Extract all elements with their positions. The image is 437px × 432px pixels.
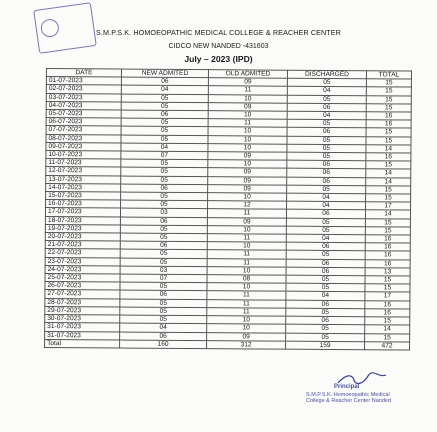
cell-new-admited: 05 [121,192,208,201]
cell-date: 15-07-2023 [46,192,121,201]
cell-discharged: 05 [287,185,366,194]
cell-discharged: 05 [287,95,366,104]
cell-discharged: 06 [287,177,366,186]
cell-new-admited: 05 [120,225,207,234]
cell-date: 03-07-2023 [46,93,121,102]
cell-total: 14 [366,169,411,178]
cell-discharged: 06 [287,128,366,137]
cell-date: 30-07-2023 [45,315,120,324]
col-header-old-admited: OLD ADMITED [208,70,287,79]
cell-old-admited: 09 [208,168,287,177]
cell-discharged: 06 [286,300,365,309]
total-total: 472 [365,341,410,350]
cell-date: 16-07-2023 [46,200,121,209]
cell-new-admited: 05 [120,315,207,324]
cell-date: 24-07-2023 [45,265,120,274]
cell-total: 15 [366,194,411,203]
cell-old-admited: 10 [207,225,286,234]
cell-total: 15 [366,128,411,137]
cell-discharged: 05 [287,152,366,161]
signature-line-1: S.M.P.S.K. Homoeopathic Medical [306,392,390,398]
cell-date: 20-07-2023 [45,233,120,242]
cell-total: 15 [365,284,410,293]
cell-total: 15 [365,317,410,326]
cell-date: 06-07-2023 [46,118,121,127]
cell-new-admited: 06 [120,241,207,250]
cell-total: 15 [366,186,411,195]
cell-total: 15 [366,87,411,96]
cell-old-admited: 11 [208,119,287,128]
cell-total: 16 [366,120,411,129]
cell-date: 31-07-2023 [45,331,120,340]
cell-date: 10-07-2023 [46,151,121,160]
cell-total: 14 [365,210,410,219]
cell-new-admited: 05 [120,282,207,291]
cell-old-admited: 11 [207,234,286,243]
cell-discharged: 05 [287,144,366,153]
cell-total: 16 [365,259,410,268]
cell-old-admited: 10 [207,324,286,333]
cell-discharged: 06 [286,267,365,276]
cell-discharged: 04 [287,111,366,120]
col-header-date: DATE [46,69,121,78]
cell-discharged: 04 [287,193,366,202]
col-header-new-admited: NEW ADMITED [121,69,208,78]
cell-total: 15 [365,276,410,285]
cell-total: 16 [365,251,410,260]
cell-new-admited: 05 [121,200,208,209]
cell-old-admited: 10 [208,143,287,152]
cell-date: 07-07-2023 [46,126,121,135]
institution-name: S.M.P.S.K. HOMOEOPATHIC MEDICAL COLLEGE & REACHER CENTER [96,28,341,37]
cell-date: 08-07-2023 [46,134,121,143]
cell-discharged: 04 [286,234,365,243]
cell-new-admited: 05 [120,299,207,308]
cell-new-admited: 06 [121,77,208,86]
cell-new-admited: 04 [120,323,207,332]
cell-old-admited: 11 [207,209,286,218]
ipd-register-table [44,68,412,350]
cell-new-admited: 07 [121,151,208,160]
cell-discharged: 05 [287,119,366,128]
cell-discharged: 05 [286,251,365,260]
cell-discharged: 06 [287,169,366,178]
cell-date: 13-07-2023 [46,175,121,184]
cell-new-admited: 03 [120,208,207,217]
cell-discharged: 05 [286,324,365,333]
report-period: July – 2023 (IPD) [184,54,253,64]
cell-total: 13 [365,268,410,277]
cell-new-admited: 05 [121,94,208,103]
cell-total: 16 [366,153,411,162]
cell-new-admited: 05 [120,233,207,242]
cell-discharged: 05 [286,308,365,317]
cell-total: 16 [365,300,410,309]
total-row [45,339,410,350]
cell-date: 29-07-2023 [45,306,120,315]
cell-new-admited: 05 [121,126,208,135]
signature-title: Principal [334,384,360,390]
cell-discharged: 05 [286,218,365,227]
cell-total: 14 [365,325,410,334]
cell-total: 15 [366,79,411,88]
cell-old-admited: 10 [207,283,286,292]
principal-signature-stamp [306,372,412,404]
cell-new-admited: 05 [120,258,207,267]
cell-discharged: 04 [287,87,366,96]
cell-old-admited: 10 [208,127,287,136]
cell-old-admited: 09 [208,102,287,111]
cell-discharged: 06 [286,259,365,268]
cell-old-admited: 09 [207,217,286,226]
cell-new-admited: 04 [121,85,208,94]
signature-line-2: College & Reacher Center Nanded [306,398,391,404]
cell-new-admited: 03 [120,266,207,275]
cell-old-admited: 10 [208,111,287,120]
cell-old-admited: 10 [207,242,286,251]
cell-total: 14 [366,145,411,154]
cell-date: 19-07-2023 [45,224,120,233]
cell-old-admited: 09 [208,176,287,185]
cell-discharged: 06 [287,103,366,112]
cell-total: 14 [366,177,411,186]
cell-total: 15 [366,95,411,104]
cell-new-admited: 05 [121,118,208,127]
cell-discharged: 05 [286,275,365,284]
cell-new-admited: 05 [121,159,208,168]
cell-new-admited: 05 [121,176,208,185]
total-label: Total [45,339,120,348]
cell-new-admited: 07 [120,274,207,283]
table-body [45,77,412,342]
institution-address: CIDCO NEW NANDED -431603 [168,43,269,50]
cell-date: 22-07-2023 [45,249,120,258]
cell-discharged: 06 [286,242,365,251]
cell-old-admited: 11 [207,250,286,259]
cell-old-admited: 11 [207,299,286,308]
cell-date: 09-07-2023 [46,142,121,151]
total-discharged: 159 [286,341,365,350]
cell-date: 14-07-2023 [46,183,121,192]
cell-date: 18-07-2023 [45,216,120,225]
cell-date: 02-07-2023 [46,85,121,94]
cell-old-admited: 11 [207,291,286,300]
cell-new-admited: 05 [121,102,208,111]
cell-old-admited: 10 [207,316,286,325]
cell-new-admited: 05 [121,135,208,144]
cell-date: 12-07-2023 [46,167,121,176]
cell-date: 04-07-2023 [46,101,121,110]
cell-date: 05-07-2023 [46,110,121,119]
cell-old-admited: 09 [207,332,286,341]
cell-new-admited: 06 [120,332,207,341]
cell-discharged: 05 [286,283,365,292]
cell-old-admited: 10 [208,94,287,103]
cell-old-admited: 10 [208,193,287,202]
cell-total: 15 [366,136,411,145]
cell-total: 17 [365,292,410,301]
cell-date: 31-07-2023 [45,323,120,332]
cell-discharged: 04 [287,201,366,210]
cell-total: 16 [365,235,410,244]
cell-new-admited: 05 [121,167,208,176]
cell-new-admited: 04 [121,143,208,152]
cell-date: 26-07-2023 [45,282,120,291]
col-header-total: TOTAL [366,71,411,80]
cell-new-admited: 06 [120,217,207,226]
cell-old-admited: 10 [208,135,287,144]
cell-date: 01-07-2023 [46,77,121,86]
cell-old-admited: 09 [208,184,287,193]
cell-discharged: 05 [286,226,365,235]
cell-new-admited: 06 [121,184,208,193]
cell-total: 15 [365,333,410,342]
cell-old-admited: 10 [208,160,287,169]
cell-discharged: 06 [287,160,366,169]
cell-old-admited: 10 [207,267,286,276]
cell-date: 21-07-2023 [45,241,120,250]
cell-old-admited: 11 [208,86,287,95]
cell-old-admited: 09 [208,78,287,87]
cell-total: 15 [366,104,411,113]
cell-date: 27-07-2023 [45,290,120,299]
cell-old-admited: 11 [207,258,286,267]
cell-total: 16 [366,112,411,121]
cell-date: 28-07-2023 [45,298,120,307]
cell-discharged: 06 [286,210,365,219]
cell-old-admited: 12 [208,201,287,210]
total-new: 160 [120,340,207,349]
cell-total: 16 [365,309,410,318]
cell-discharged: 06 [286,316,365,325]
cell-discharged: 05 [287,78,366,87]
cell-discharged: 05 [286,333,365,342]
cell-date: 17-07-2023 [45,208,120,217]
cell-new-admited: 06 [121,110,208,119]
cell-total: 15 [366,161,411,170]
cell-total: 15 [365,227,410,236]
cell-discharged: 04 [286,292,365,301]
col-header-discharged: DISCHARGED [287,70,366,79]
cell-total: 16 [365,243,410,252]
cell-date: 25-07-2023 [45,274,120,283]
total-old: 312 [207,340,286,349]
cell-new-admited: 06 [120,291,207,300]
cell-date: 23-07-2023 [45,257,120,266]
cell-new-admited: 05 [120,249,207,258]
cell-new-admited: 05 [120,307,207,316]
cell-old-admited: 09 [208,152,287,161]
cell-total: 15 [365,218,410,227]
cell-date: 11-07-2023 [46,159,121,168]
cell-total: 17 [366,202,411,211]
cell-old-admited: 08 [207,275,286,284]
cell-discharged: 05 [287,136,366,145]
cell-old-admited: 11 [207,308,286,317]
